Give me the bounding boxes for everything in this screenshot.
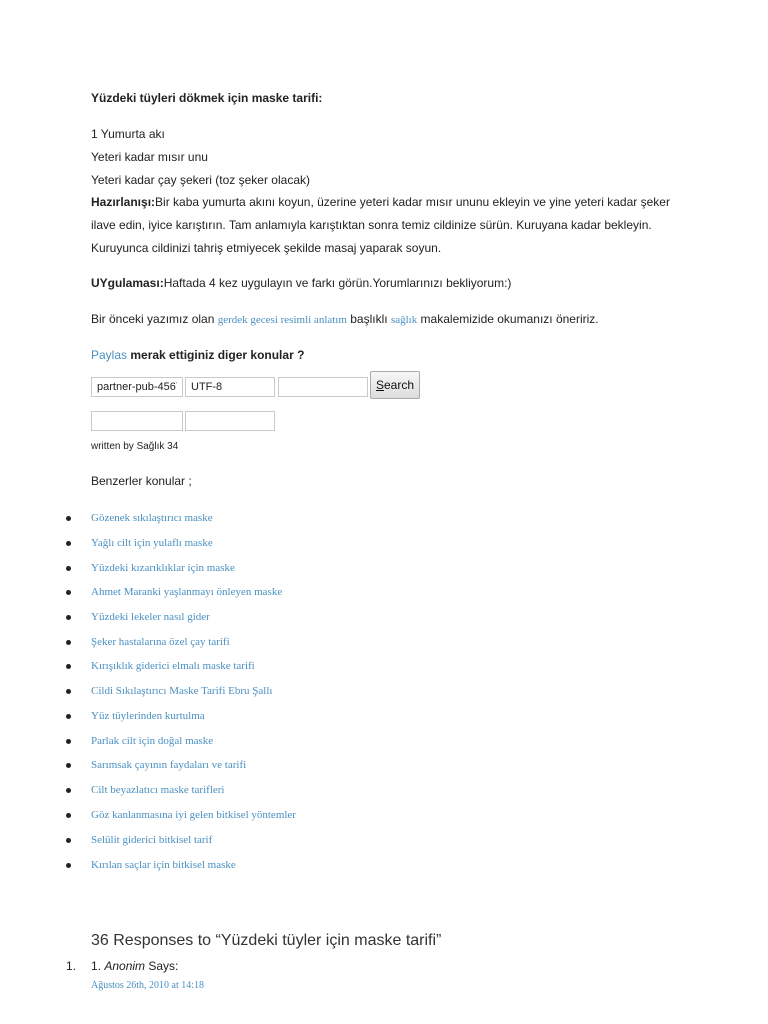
ingredient-line: Yeteri kadar mısır unu — [91, 150, 208, 164]
previous-suffix: makalemizide okumanızı öneririz. — [417, 312, 599, 326]
related-link[interactable]: Selülit giderici bitkisel tarif — [91, 834, 213, 846]
list-bullet — [66, 615, 71, 620]
related-link[interactable]: Yağlı cilt için yulaflı maske — [91, 537, 213, 549]
list-bullet — [66, 739, 71, 744]
related-heading: Benzerler konular ; — [91, 474, 192, 488]
list-bullet — [66, 813, 71, 818]
list-bullet — [66, 516, 71, 521]
previous-article-link[interactable]: gerdek gecesi resimli anlatım — [217, 314, 347, 326]
comment-date-link[interactable]: Ağustos 26th, 2010 at 14:18 — [91, 980, 205, 991]
usage-text: Haftada 4 kez uygulayın ve farkı görün.Yorumlarınızı bekliyorum:) — [163, 276, 512, 290]
previous-prefix: Bir önceki yazımız olan — [91, 312, 218, 326]
responses-heading: 36 Responses to “Yüzdeki tüyler için maske tarifi” — [91, 932, 442, 949]
byline — [91, 441, 178, 453]
list-bullet — [66, 763, 71, 768]
related-link[interactable]: Ahmet Maranki yaşlanmayı önleyen maske — [91, 586, 283, 598]
search-extra-field[interactable] — [185, 411, 275, 431]
list-bullet — [66, 590, 71, 595]
related-link[interactable]: Cildi Sıkılaştırıcı Maske Tarifi Ebru Şallı — [91, 685, 273, 697]
related-link[interactable]: Cilt beyazlatıcı maske tarifleri — [91, 784, 225, 796]
category-link[interactable]: sağlık — [390, 314, 418, 326]
list-bullet — [66, 541, 71, 546]
related-link[interactable]: Yüz tüylerinden kurtulma — [91, 710, 205, 722]
search-extra-field[interactable] — [91, 411, 183, 431]
preparation-line: Kuruyunca cildinizi tahriş etmiyecek şekilde masaj yaparak soyun. — [91, 241, 442, 255]
comment-list-number: 1. — [66, 959, 77, 973]
search-button-label: earch — [383, 378, 415, 392]
share-link[interactable]: Paylas — [91, 348, 128, 362]
article-title-text: Yüzdeki tüyleri dökmek için maske tarifi: — [91, 91, 323, 105]
ingredient-line: Yeteri kadar çay şekeri (toz şeker olacak) — [91, 173, 310, 187]
preparation-text: Bir kaba yumurta akını koyun, üzerine yeteri kadar mısır ununu ekleyin ve yine yeteri kadar şeker — [155, 195, 670, 209]
search-button-accesskey: S — [375, 378, 384, 392]
list-bullet — [66, 838, 71, 843]
search-button[interactable] — [370, 371, 420, 399]
previous-article-line — [91, 312, 599, 327]
list-bullet — [66, 566, 71, 571]
related-link[interactable]: Göz kanlanmasına iyi gelen bitkisel yöntemler — [91, 809, 296, 821]
related-link[interactable]: Gözenek sıkılaştırıcı maske — [91, 512, 213, 524]
search-encoding-field[interactable] — [185, 377, 275, 397]
article-title — [91, 91, 322, 105]
usage-label: UYgulaması: — [91, 276, 164, 290]
related-link[interactable]: Şeker hastalarına özel çay tarifi — [91, 636, 230, 648]
comment-header — [91, 959, 178, 973]
search-partner-field[interactable] — [91, 377, 183, 397]
ingredient-line: 1 Yumurta akı — [91, 127, 165, 141]
preparation-label: Hazırlanışı: — [91, 195, 156, 209]
comment-says: Says: — [145, 959, 179, 973]
list-bullet — [66, 640, 71, 645]
related-link[interactable]: Yüzdeki kızarıklıklar için maske — [91, 562, 235, 574]
comment-number: 1. — [91, 959, 105, 973]
related-link[interactable]: Kırılan saçlar için bitkisel maske — [91, 859, 236, 871]
related-link[interactable]: Yüzdeki lekeler nasıl gider — [91, 611, 210, 623]
byline-prefix: written by — [91, 441, 137, 452]
list-bullet — [66, 788, 71, 793]
byline-author: Sağlık 34 — [136, 441, 179, 452]
list-bullet — [66, 664, 71, 669]
usage-line — [91, 276, 511, 290]
related-link[interactable]: Parlak cilt için doğal maske — [91, 735, 214, 747]
list-bullet — [66, 689, 71, 694]
preparation-line — [91, 195, 670, 209]
previous-middle: başlıklı — [346, 312, 391, 326]
search-query-input[interactable] — [278, 377, 368, 397]
comment-author: Anonim — [104, 959, 146, 973]
list-bullet — [66, 863, 71, 868]
preparation-line: ilave edin, iyice karıştırın. Tam anlamıyla karıştıktan sonra temiz cildinize sürün. Kuruyana kadar bekleyin. — [91, 218, 652, 232]
related-link[interactable]: Sarımsak çayının faydaları ve tarifi — [91, 759, 247, 771]
list-bullet — [66, 714, 71, 719]
topics-label: merak ettiginiz diger konular ? — [127, 348, 305, 362]
share-line — [91, 348, 304, 362]
related-link[interactable]: Kırışıklık giderici elmalı maske tarifi — [91, 660, 255, 672]
